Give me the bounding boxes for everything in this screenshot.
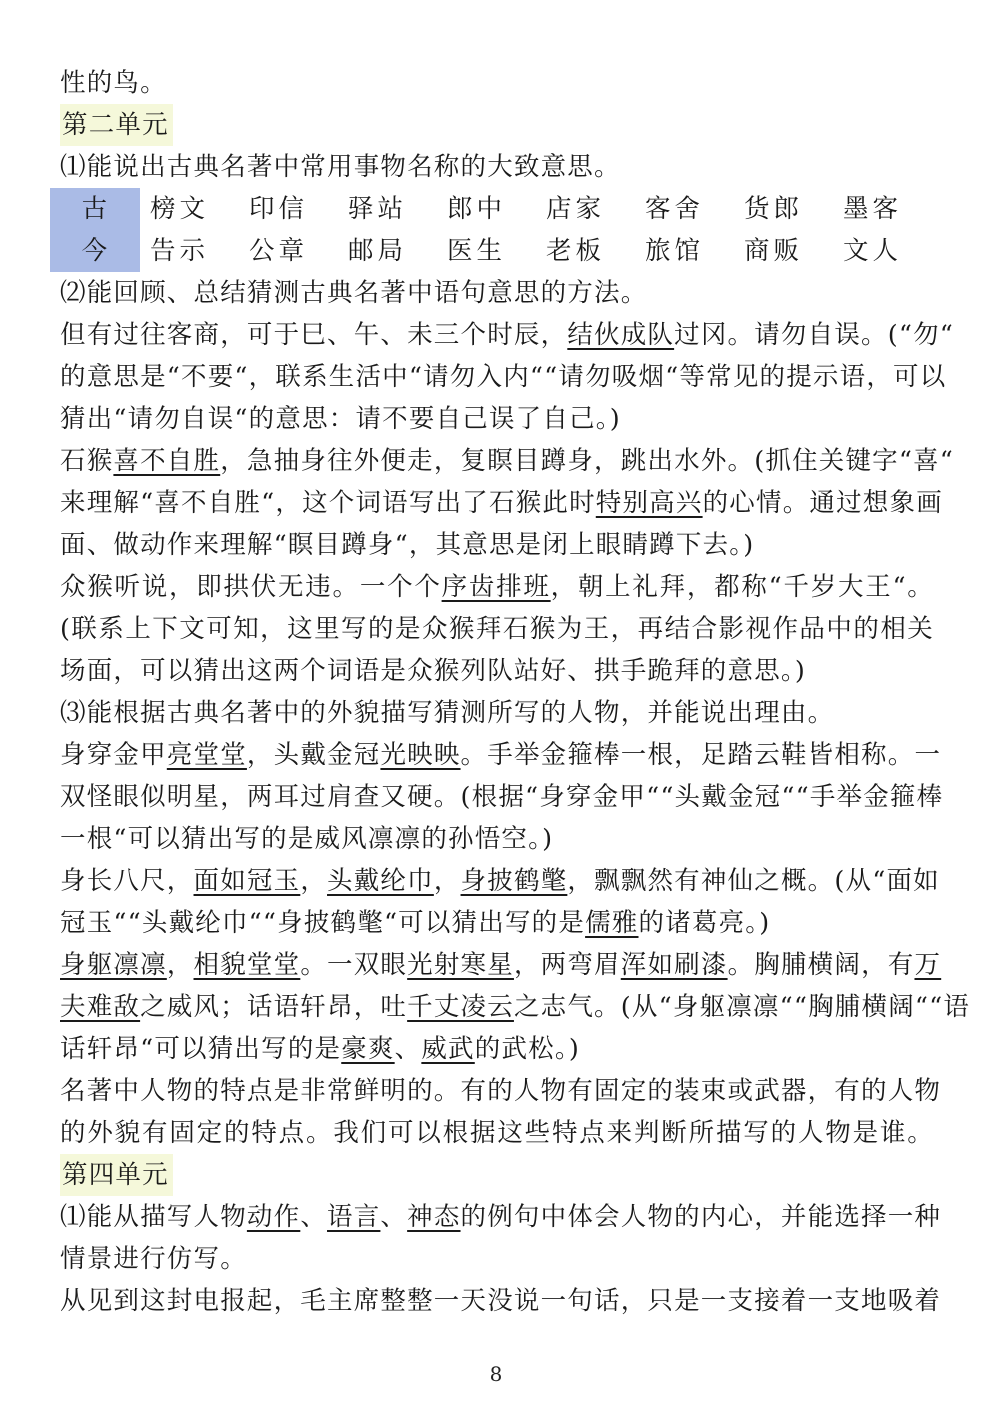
text-segment: ⑵能回顾、总结猜测古典名著中语句意思的方法。: [60, 278, 648, 308]
text-segment: 双怪眼似明星，两耳过肩查又硬。(根据“身穿金甲““头戴金冠““手举金箍棒: [60, 782, 944, 812]
text-line: [60, 1196, 942, 1238]
text-segment: 石猴: [60, 446, 114, 476]
text-segment: 身穿金甲: [60, 740, 167, 770]
text-line: [60, 734, 942, 776]
text-line: [60, 356, 947, 398]
text-segment: 第四单元: [62, 1160, 169, 1190]
underlined-phrase: 身躯凛凛: [60, 950, 167, 980]
table-cell: 商贩: [744, 236, 804, 266]
table-cell: 店家: [546, 194, 606, 224]
text-segment: 场面，可以猜出这两个词语是众猴列队站好、拱手跪拜的意思。): [60, 656, 807, 686]
text-line: [60, 146, 934, 188]
text-segment: ⑴能说出古典名著中常用事物名称的大致意思。: [60, 152, 621, 182]
text-line: [60, 692, 934, 734]
text-segment: ，头戴金冠: [246, 740, 381, 770]
text-segment: 猜出“请勿自误“的意思：请不要自己误了自己。): [60, 404, 621, 434]
text-segment: 性的鸟。: [60, 68, 167, 98]
text-segment: 的武松。): [474, 1034, 580, 1064]
text-line: [60, 62, 934, 104]
text-segment: 从见到这封电报起，毛主席整整一天没说一句话，只是一支接着一支地吸着: [60, 1286, 942, 1316]
text-segment: (联系上下文可知，这里写的是众猴拜石猴为王，再结合影视作品中的相关: [60, 614, 934, 644]
text-segment: 的例句中体会人物的内心，并能选择一种: [460, 1202, 942, 1232]
text-segment: ⑴能从描写人物: [60, 1202, 247, 1232]
table-cell: 墨客: [843, 194, 903, 224]
text-segment: 。胸脯横阔，有: [727, 950, 915, 980]
text-segment: 。一双眼: [300, 950, 408, 980]
text-line: [60, 1112, 934, 1154]
underlined-phrase: 动作: [246, 1202, 301, 1232]
text-line: [60, 440, 955, 482]
text-line: [60, 1280, 942, 1322]
text-line: [60, 1238, 934, 1280]
unit-heading: [60, 104, 934, 146]
text-line: [60, 944, 942, 986]
table-cell: 印信: [249, 194, 309, 224]
text-segment: 、: [380, 1202, 408, 1232]
underlined-phrase: 亮堂堂: [166, 740, 247, 770]
table-row-header: 今: [50, 230, 140, 272]
text-segment: ，两弯眉: [513, 950, 621, 980]
underlined-phrase: 序齿排班: [441, 572, 551, 602]
text-segment: 的诸葛亮。): [638, 908, 771, 938]
text-segment: ⑶能根据古典名著中的外貌描写猜测所写的人物，并能说出理由。: [60, 698, 835, 728]
table-cell: 医生: [447, 236, 507, 266]
page-number: 8: [489, 1362, 503, 1386]
text-segment: 之志气。(从“身躯凛凛““胸脯横阔““语: [513, 992, 971, 1022]
text-line: [60, 1070, 942, 1112]
text-segment: 来理解“喜不自胜“，这个词语写出了石猴此时: [60, 488, 596, 518]
underlined-phrase: 万: [914, 950, 942, 980]
text-line: [60, 776, 944, 818]
table-cell: 货郎: [744, 194, 804, 224]
text-segment: ，: [166, 950, 194, 980]
text-segment: ，急抽身往外便走，复瞑目蹲身，跳出水外。(抓住关键字“喜“: [220, 446, 955, 476]
text-line: [60, 608, 934, 650]
underlined-phrase: 相貌堂堂: [193, 950, 301, 980]
text-line: [60, 1028, 934, 1070]
text-segment: 但有过往客商，可于巳、午、未三个时辰，: [60, 320, 568, 350]
text-segment: 、: [300, 1202, 328, 1232]
unit-heading-highlight: [60, 1154, 173, 1196]
underlined-phrase: 夫难敌: [60, 992, 141, 1022]
underlined-phrase: 儒雅: [585, 908, 639, 938]
text-segment: ，: [300, 866, 328, 896]
underlined-phrase: 豪爽: [341, 1034, 395, 1064]
unit-heading: [60, 1154, 934, 1196]
underlined-phrase: 光映映: [380, 740, 461, 770]
text-line: [60, 818, 934, 860]
text-segment: 第二单元: [62, 110, 169, 140]
table-cell: 郎中: [447, 194, 507, 224]
table-cell: 老板: [546, 236, 606, 266]
text-segment: 的外貌有固定的特点。我们可以根据这些特点来判断所描写的人物是谁。: [60, 1118, 934, 1148]
underlined-phrase: 威武: [421, 1034, 475, 1064]
text-segment: 之威风；话语轩昂，吐: [140, 992, 408, 1022]
ancient-modern-table: [50, 188, 934, 272]
table-cell: 文人: [843, 236, 903, 266]
text-line: [60, 398, 934, 440]
underlined-phrase: 喜不自胜: [113, 446, 221, 476]
text-segment: 一根“可以猜出写的是威风凛凛的孙悟空。): [60, 824, 554, 854]
underlined-phrase: 头戴纶巾: [327, 866, 434, 896]
text-line: [60, 860, 940, 902]
text-line: [60, 650, 934, 692]
underlined-phrase: 结伙成队: [567, 320, 675, 350]
text-line: [60, 566, 934, 608]
text-segment: 情景进行仿写。: [60, 1244, 247, 1274]
text-segment: 的心情。通过想象画: [702, 488, 943, 518]
table-cell: 邮局: [348, 236, 408, 266]
text-segment: 身长八尺，: [60, 866, 194, 896]
underlined-phrase: 特别高兴: [595, 488, 703, 518]
text-segment: 过冈。请勿自误。(“勿“: [674, 320, 955, 350]
text-segment: 名著中人物的特点是非常鲜明的。有的人物有固定的装束或武器，有的人物: [60, 1076, 942, 1106]
table-cell: 旅馆: [645, 236, 705, 266]
text-line: [60, 902, 934, 944]
underlined-phrase: 语言: [327, 1202, 381, 1232]
document-body: [60, 62, 971, 1322]
text-line: [60, 272, 934, 314]
text-line: [60, 482, 943, 524]
text-segment: 面、做动作来理解“瞑目蹲身“，其意思是闭上眼睛蹲下去。): [60, 530, 755, 560]
table-row-header: 古: [50, 188, 140, 230]
text-segment: 众猴听说，即拱伏无违。一个个: [60, 572, 442, 602]
text-segment: 话轩昂“可以猜出写的是: [60, 1034, 342, 1064]
underlined-phrase: 神态: [407, 1202, 461, 1232]
text-segment: 冠玉““头戴纶巾““身披鹤氅“可以猜出写的是: [60, 908, 586, 938]
table-cell: 驿站: [348, 194, 408, 224]
underlined-phrase: 身披鹤氅: [460, 866, 568, 896]
underlined-phrase: 千丈凌云: [407, 992, 514, 1022]
underlined-phrase: 光射寒星: [407, 950, 514, 980]
text-line: [60, 314, 955, 356]
table-cell: 公章: [249, 236, 309, 266]
table-cell: 客舍: [645, 194, 705, 224]
underlined-phrase: 面如冠玉: [193, 866, 301, 896]
text-line: [60, 524, 934, 566]
text-segment: ，飘飘然有神仙之概。(从“面如: [567, 866, 940, 896]
text-segment: 。手举金箍棒一根，足踏云鞋皆相称。一: [460, 740, 942, 770]
text-segment: 的意思是“不要“，联系生活中“请勿入内““请勿吸烟“等常见的提示语，可以: [60, 362, 947, 392]
unit-heading-highlight: [60, 104, 173, 146]
table-cell: 榜文: [150, 194, 210, 224]
text-line: [60, 986, 971, 1028]
table-cell: 告示: [150, 236, 210, 266]
text-segment: ，朝上礼拜，都称“千岁大王“。: [550, 572, 934, 602]
text-segment: 、: [394, 1034, 422, 1064]
underlined-phrase: 浑如刷漆: [620, 950, 728, 980]
text-segment: ，: [433, 866, 461, 896]
